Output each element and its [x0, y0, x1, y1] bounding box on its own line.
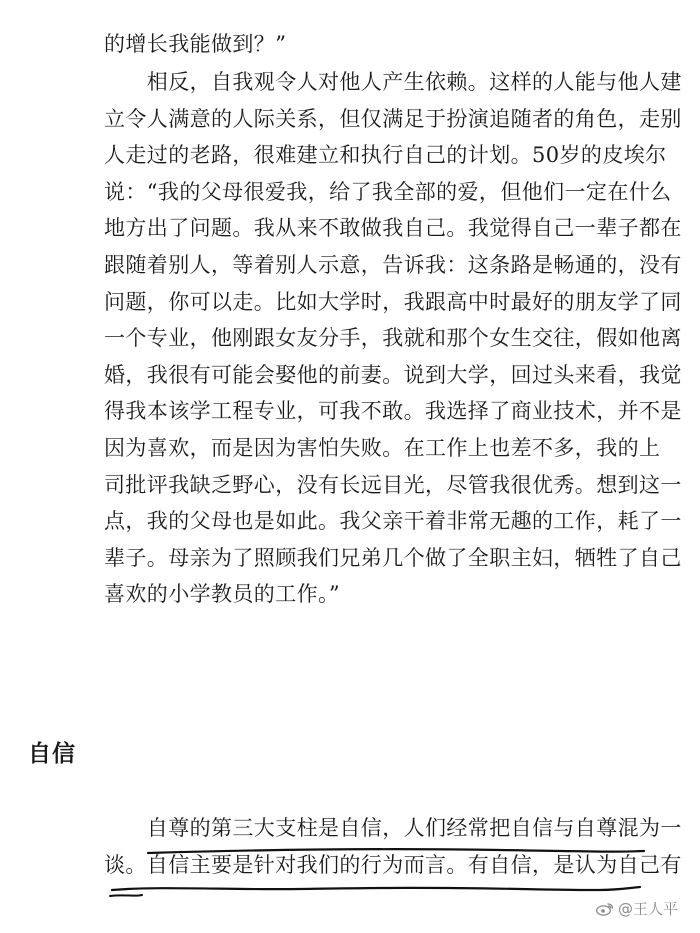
text-line: 人走过的老路，很难建立和执行自己的计划。50岁的皮埃尔 [104, 143, 667, 168]
watermark-text: @王人平 [617, 900, 678, 918]
text-line: 问题，你可以走。比如大学时，我跟高中时最好的朋友学了同 [104, 289, 682, 314]
text-line: 得我本该学工程专业，可我不敢。我选择了商业技术，并不是 [104, 399, 682, 424]
watermark [596, 898, 678, 919]
paragraph-self-confidence [104, 810, 682, 883]
section-heading: 自信 [28, 741, 76, 767]
text-line: 相反，自我观令人对他人产生依赖。这样的人能与他人建 [104, 70, 682, 94]
text-line: 的增长我能做到？” [104, 32, 287, 56]
paragraph-continuation [104, 26, 644, 63]
text-line: 跟随着别人，等着别人示意，告诉我：这条路是畅通的，没有 [104, 252, 682, 277]
text-line: 因为喜欢，而是因为害怕失败。在工作上也差不多，我的上 [104, 435, 661, 460]
text-line: 地方出了问题。我从来不敢做我自己。我觉得自己一辈子都在 [104, 216, 682, 241]
text-line: 喜欢的小学教员的工作。” [104, 582, 341, 607]
text-line: 说：“我的父母很爱我，给了我全部的爱，但他们一定在什么 [104, 179, 672, 204]
underline-stroke-2 [112, 887, 640, 890]
text-line: 司批评我缺乏野心，没有长远目光，尽管我很优秀。想到这一 [104, 472, 682, 497]
underline-stroke-3 [110, 895, 142, 896]
paragraph-pierre-quote [104, 64, 682, 613]
text-line: 点，我的父母也是如此。我父亲干着非常无趣的工作，耗了一 [104, 509, 682, 534]
text-line: 婚，我很有可能会娶他的前妻。说到大学，回过头来看，我觉 [104, 362, 682, 387]
text-line: 辈子。母亲为了照顾我们兄弟几个做了全职主妇，牺牲了自己 [104, 545, 682, 570]
text-line: 谈。自信主要是针对我们的行为而言。有自信，是认为自己有 [104, 852, 682, 877]
text-line: 一个专业，他刚跟女友分手，我就和那个女生交往，假如他离 [104, 326, 682, 351]
text-line: 立令人满意的人际关系，但仅满足于扮演追随者的角色，走别 [104, 106, 682, 131]
weibo-icon [596, 902, 614, 916]
text-line: 自尊的第三大支柱是自信，人们经常把自信与自尊混为一 [104, 816, 682, 840]
